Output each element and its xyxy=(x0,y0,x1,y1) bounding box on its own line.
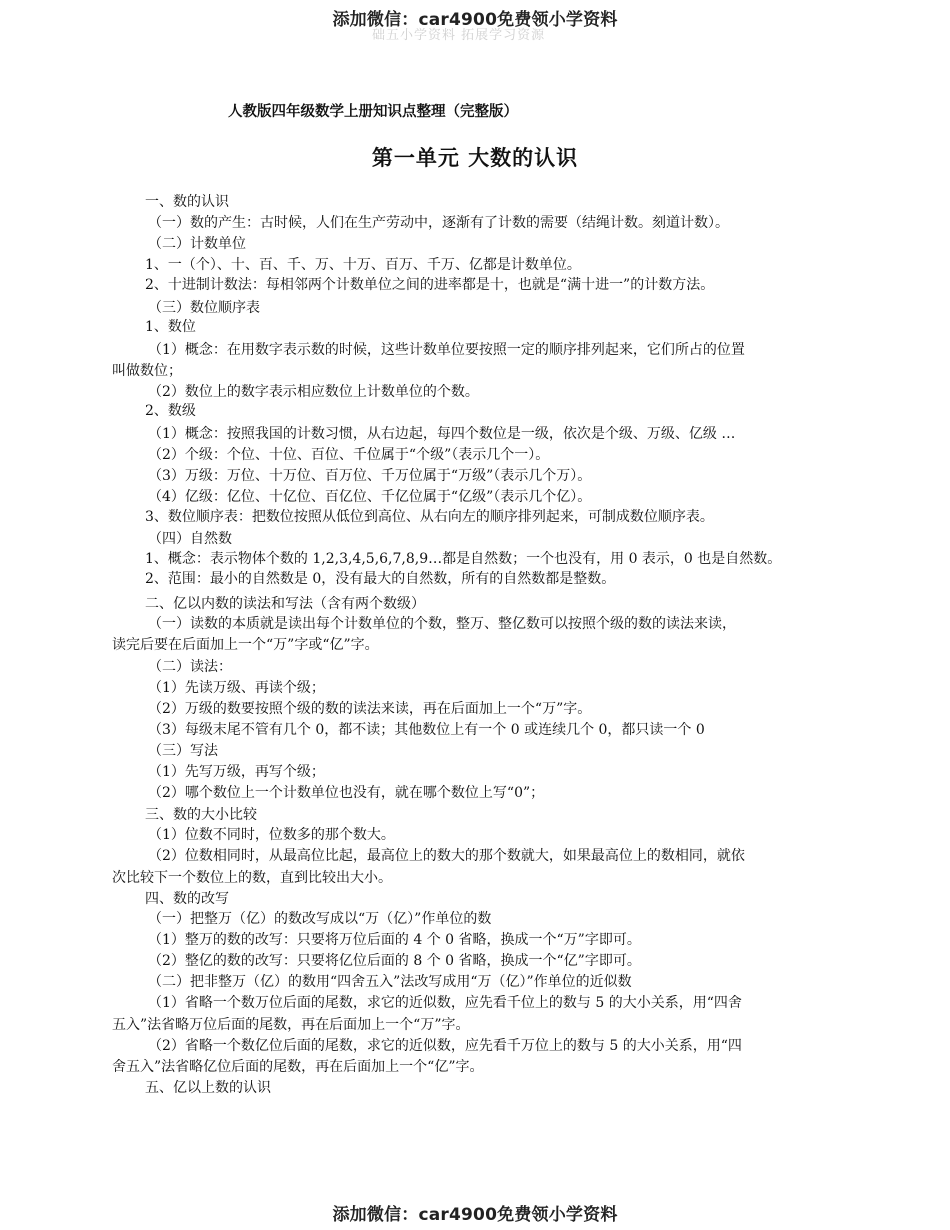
paragraph-line: 2、十进制计数法：每相邻两个计数单位之间的进率都是十，也就是“满十进一”的计数方法。 xyxy=(145,277,715,293)
paragraph-line: （3）万级：万位、十万位、百万位、千万位属于“万级”（表示几个万）。 xyxy=(148,468,592,484)
paragraph-line: 2、范围：最小的自然数是 0，没有最大的自然数，所有的自然数都是整数。 xyxy=(145,571,616,587)
watermark-top: 添加微信：car4900免费领小学资料 xyxy=(332,10,618,30)
section-heading: 四、数的改写 xyxy=(145,891,229,907)
paragraph-line: （1）省略一个数万位后面的尾数，求它的近似数，应先看千位上的数与 5 的大小关系，用“四舍 xyxy=(148,995,742,1011)
section-heading: 三、数的大小比较 xyxy=(145,807,257,823)
paragraph-line: 五入”法省略万位后面的尾数，再在后面加上一个“万”字。 xyxy=(112,1017,470,1033)
paragraph-line: （2）整亿的数的改写：只要将亿位后面的 8 个 0 省略，换成一个“亿”字即可。 xyxy=(148,953,641,969)
paragraph-line: （2）省略一个数亿位后面的尾数，求它的近似数，应先看千万位上的数与 5 的大小关系，用“四 xyxy=(148,1038,742,1054)
faint-header-text: 础五小学资料 拓展学习资源 xyxy=(372,28,546,43)
subsection-heading: （二）把非整万（亿）的数用“四舍五入”法改写成用“万（亿）”作单位的近似数 xyxy=(148,974,632,990)
paragraph-line: （1）整万的数的改写：只要将万位后面的 4 个 0 省略，换成一个“万”字即可。 xyxy=(148,932,641,948)
paragraph-line: 叫做数位； xyxy=(112,363,182,379)
subsection-heading: （三）写法 xyxy=(148,743,218,759)
paragraph-line: （1）先写万级，再写个级； xyxy=(148,764,325,780)
paragraph-line: 读完后要在后面加上一个“万”字或“亿”字。 xyxy=(112,637,379,653)
paragraph-line: 3、数位顺序表：把数位按照从低位到高位、从右向左的顺序排列起来，可制成数位顺序表。 xyxy=(145,509,714,525)
paragraph-line: 1、概念：表示物体个数的 1,2,3,4,5,6,7,8,9…都是自然数；一个也没有，用 0 表示，0 也是自然数。 xyxy=(145,551,782,567)
paragraph-line: （1）先读万级、再读个级； xyxy=(148,680,325,696)
subsection-heading: （三）数位顺序表 xyxy=(148,300,260,316)
document-title: 人教版四年级数学上册知识点整理（完整版） xyxy=(228,103,518,120)
paragraph-line: 舍五入”法省略亿位后面的尾数，再在后面加上一个“亿”字。 xyxy=(112,1059,484,1075)
section-heading: 一、数的认识 xyxy=(145,194,229,210)
paragraph-line: 次比较下一个数位上的数，直到比较出大小。 xyxy=(112,870,392,886)
watermark-bottom: 添加微信：car4900免费领小学资料 xyxy=(332,1205,618,1225)
subsection-heading: （二）读法： xyxy=(148,659,232,675)
unit-heading: 第一单元 大数的认识 xyxy=(371,145,579,170)
paragraph-line: （1）概念：在用数字表示数的时候，这些计数单位要按照一定的顺序排列起来，它们所占的位置 xyxy=(148,342,745,358)
subsection-heading: （一）把整万（亿）的数改写成以“万（亿）”作单位的数 xyxy=(148,911,492,927)
paragraph-line: （3）每级末尾不管有几个 0，都不读；其他数位上有一个 0 或连续几个 0，都只读一个 0 xyxy=(148,722,705,738)
paragraph-line: （2）位数相同时，从最高位比起，最高位上的数大的那个数就大，如果最高位上的数相同，就依 xyxy=(148,848,745,864)
paragraph-line: （4）亿级：亿位、十亿位、百亿位、千亿位属于“亿级”（表示几个亿）。 xyxy=(148,489,592,505)
section-heading: 二、亿以内数的读法和写法（含有两个数级） xyxy=(145,596,425,612)
paragraph-line: （2）哪个数位上一个计数单位也没有，就在哪个数位上写“0”； xyxy=(148,785,545,801)
paragraph-line: （一）数的产生：古时候，人们在生产劳动中，逐渐有了计数的需要（结绳计数。刻道计数）。 xyxy=(148,215,729,231)
section-heading: 五、亿以上数的认识 xyxy=(145,1080,271,1096)
paragraph-line: （1）概念：按照我国的计数习惯，从右边起，每四个数位是一级，依次是个级、万级、亿级 … xyxy=(148,426,736,442)
subsection-heading: （二）计数单位 xyxy=(148,236,246,252)
paragraph-line: （1）位数不同时，位数多的那个数大。 xyxy=(148,827,395,843)
paragraph-line: 1、数位 xyxy=(145,319,196,335)
paragraph-line: 1、一（个）、十、百、千、万、十万、百万、千万、亿都是计数单位。 xyxy=(145,257,581,273)
paragraph-line: （2）个级：个位、十位、百位、千位属于“个级”（表示几个一）。 xyxy=(148,447,550,463)
paragraph-line: （一）读数的本质就是读出每个计数单位的个数，整万、整亿数可以按照个级的数的读法来读， xyxy=(148,616,736,632)
paragraph-line: （2）数位上的数字表示相应数位上计数单位的个数。 xyxy=(148,384,479,400)
paragraph-line: 2、数级 xyxy=(145,403,196,419)
paragraph-line: （2）万级的数要按照个级的数的读法来读，再在后面加上一个“万”字。 xyxy=(148,701,592,717)
subsection-heading: （四）自然数 xyxy=(148,531,232,547)
